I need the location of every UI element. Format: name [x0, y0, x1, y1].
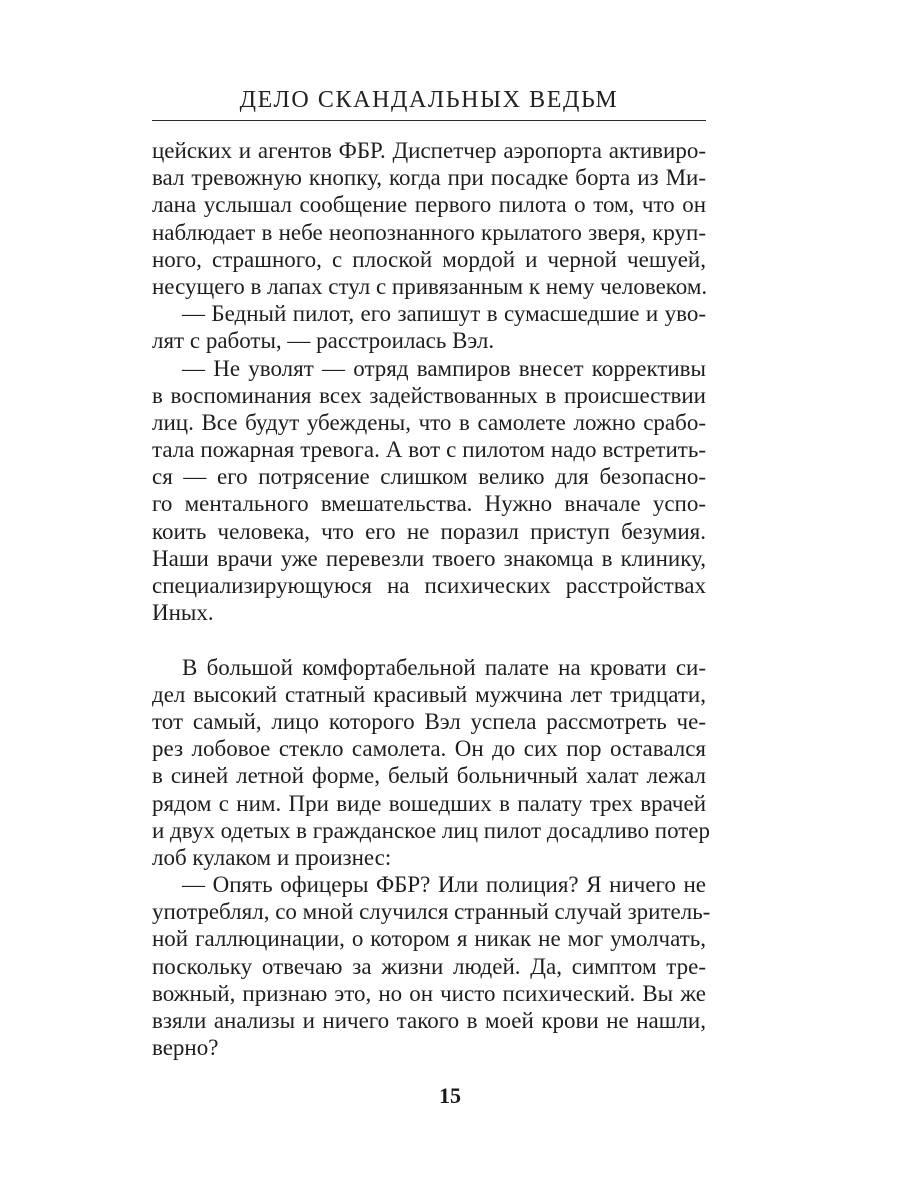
- text-line: наблюдает в небе неопознанного крылатого зверя, круп-: [152, 219, 706, 245]
- text-line: тала пожарная тревога. А вот с пилотом надо встретить-: [152, 437, 706, 463]
- book-page: [152, 80, 711, 1061]
- text-line: В большой комфортабельной палате на кровати си-: [182, 654, 706, 680]
- text-line: употреблял, со мной случился странный случай зритель-: [152, 899, 711, 925]
- text-line: несущего в лапах стул с привязанным к нему человеком.: [152, 273, 708, 299]
- text-line: — Опять офицеры ФБР? Или полиция? Я ничего не: [182, 872, 706, 898]
- text-line: поскольку отвечаю за жизни людей. Да, симптом тре-: [152, 953, 706, 979]
- text-line: лана услышал сообщение первого пилота о том, что он: [152, 192, 706, 218]
- header-rule: [152, 120, 706, 121]
- text-line: в воспоминания всех задействованных в происшествии: [152, 382, 706, 408]
- text-line: рядом с ним. При виде вошедших в палату трех врачей: [152, 790, 706, 816]
- text-line: лоб кулаком и произнес:: [152, 844, 392, 870]
- text-line: цейских и агентов ФБР. Диспетчер аэропорта активиро-: [152, 138, 706, 163]
- text-line: в синей летной форме, белый больничный халат лежал: [152, 763, 706, 789]
- paragraph: [152, 137, 706, 300]
- running-title: ДЕЛО СКАНДАЛЬНЫХ ВЕДЬМ: [239, 87, 619, 113]
- text-line: и двух одетых в гражданское лиц пилот досадливо потер: [152, 817, 711, 843]
- text-line: рез лобовое стекло самолета. Он до сих пор оставался: [152, 736, 706, 762]
- text-line: коить человека, что его не поразил приступ безумия.: [152, 518, 706, 544]
- section-break: [152, 626, 706, 653]
- paragraph: [152, 355, 706, 627]
- text-line: вожный, признаю это, но он чисто психический. Вы же: [152, 980, 706, 1006]
- text-line: — Бедный пилот, его запишут в сумасшедшие и уво-: [182, 301, 706, 327]
- text-line: лят с работы, — расстроилась Вэл.: [152, 328, 495, 354]
- text-line: Иных.: [152, 600, 214, 626]
- text-line: ной галлюцинации, о котором я никак не мог умолчать,: [152, 926, 706, 952]
- text-line: тот самый, лицо которого Вэл успела рассмотреть че-: [152, 708, 706, 734]
- text-line: взяли анализы и ничего такого в моей крови не нашли,: [152, 1008, 706, 1033]
- text-line: верно?: [152, 1035, 219, 1061]
- text-line: лиц. Все будут убеждены, что в самолете ложно срабо-: [152, 409, 706, 435]
- body-text: [152, 137, 711, 1061]
- text-line: ся — его потрясение слишком велико для безопасно-: [152, 464, 706, 490]
- paragraph: [152, 654, 711, 872]
- text-line: — Не уволят — отряд вампиров внесет коррективы: [182, 355, 706, 381]
- text-line: вал тревожную кнопку, когда при посадке борта из Ми-: [152, 165, 706, 191]
- paragraph: [152, 300, 706, 354]
- text-line: специализирующуюся на психических расстройствах: [152, 573, 706, 598]
- text-line: го ментального вмешательства. Нужно вначале успо-: [152, 491, 706, 517]
- text-line: дел высокий статный красивый мужчина лет тридцати,: [152, 681, 706, 707]
- text-line: Наши врачи уже перевезли твоего знакомца в клинику,: [152, 545, 706, 571]
- text-line: ного, страшного, с плоской мордой и черной чешуей,: [152, 246, 706, 272]
- page-number: 15: [439, 1083, 461, 1108]
- paragraph: [152, 871, 711, 1061]
